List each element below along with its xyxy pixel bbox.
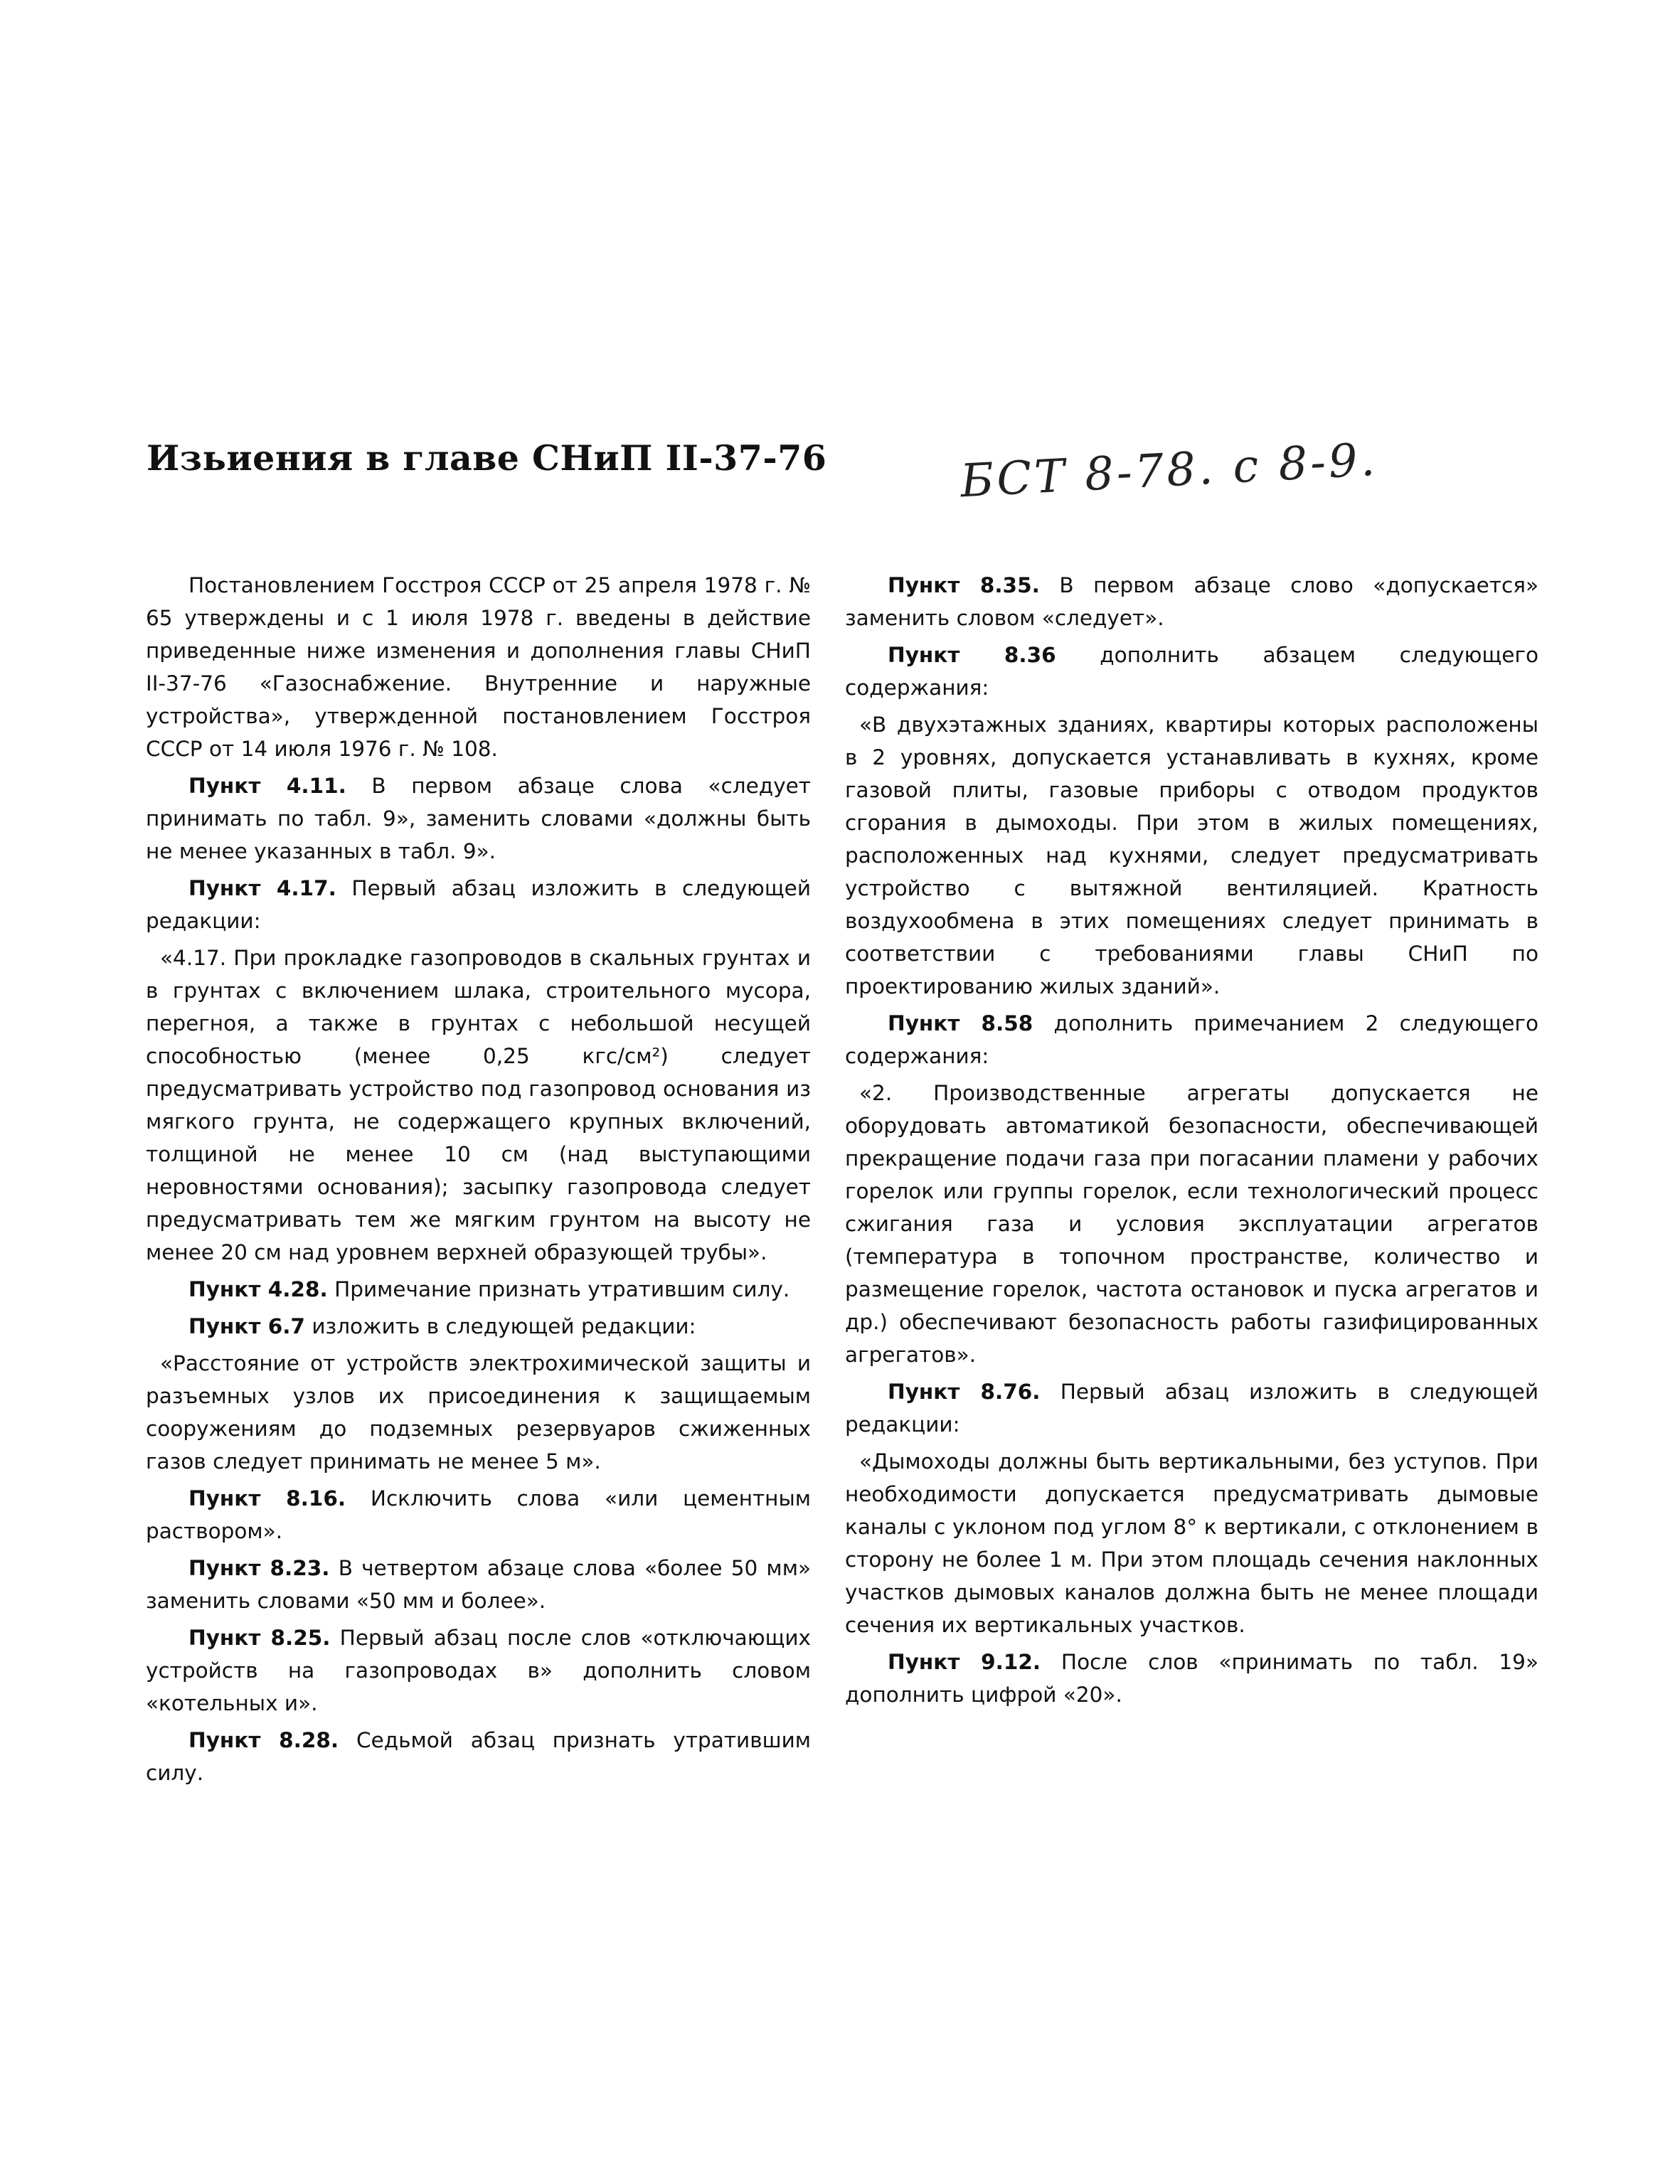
paragraph-text: «4.17. При прокладке газопроводов в скальных грунтах и в грунтах с включением шлака, строительного мусора, перегноя, а также в грунтах с небольшой несущей способностью (менее 0,25 кгс/см²) следует предусматривать устройство под газопровод основания из мягкого грунта, не содержащего крупных включений, толщиной не менее 10 см (над выступающими неровностями основания); засыпку газопровода следует предусматривать тем же мягким грунтом на высоту не менее 20 см над уровнем верхней образующей трубы». (146, 946, 811, 1264)
paragraph-text: Первый абзац изложить в следующей редакции: (146, 876, 811, 933)
clause-label: Пункт 9.12. (888, 1650, 1041, 1674)
paragraph-text: В четвертом абзаце слова «более 50 мм» заменить словами «50 мм и более». (146, 1556, 811, 1613)
paragraph (845, 1077, 1538, 1371)
paragraph-text: Первый абзац изложить в следующей редакции: (845, 1380, 1538, 1437)
paragraph (146, 1482, 811, 1548)
clause-label: Пункт 8.36 (888, 643, 1056, 667)
paragraph-text: Исключить слова «или цементным раствором». (146, 1486, 812, 1543)
clause-label: Пункт 6.7 (188, 1314, 305, 1338)
paragraph (146, 1621, 811, 1720)
clause-label: Пункт 8.23. (188, 1556, 330, 1580)
right-column (845, 569, 1538, 1715)
left-column (146, 569, 811, 1794)
paragraph-text: изложить в следующей редакции: (304, 1314, 696, 1338)
paragraph (845, 1445, 1538, 1641)
clause-label: Пункт 8.25. (188, 1626, 331, 1650)
paragraph (146, 569, 811, 765)
paragraph-text: «В двухэтажных зданиях, квартиры которых расположены в 2 уровнях, допускается устанавливать в кухнях, кроме газовой плиты, газовые приборы с отводом продуктов сгорания в дымоходы. При этом в жилых помещениях, расположенных над кухнями, следует предусматривать устройство с вытяжной вентиляцией. Кратность воздухообмена в этих помещениях следует принимать в соответствии с требованиями главы СНиП по проектированию жилых зданий». (845, 713, 1538, 998)
paragraph (845, 1646, 1538, 1711)
paragraph-text: Первый абзац после слов «отключающих устройств на газопроводах в» дополнить словом «котельных и». (146, 1626, 811, 1715)
clause-label: Пункт 4.17. (188, 876, 336, 900)
paragraph-text: Примечание признать утратившим силу. (327, 1277, 790, 1301)
paragraph-text: «Расстояние от устройств электрохимической защиты и разъемных узлов их присоединения к защищаемым сооружениям до подземных резервуаров сжиженных газов следует принимать не менее 5 м». (146, 1351, 811, 1474)
paragraph (845, 1375, 1538, 1441)
paragraph (146, 1724, 811, 1789)
clause-label: Пункт 8.76. (888, 1380, 1041, 1404)
paragraph-text: «2. Производственные агрегаты допускается не оборудовать автоматикой безопасности, обеспечивающей прекращение подачи газа при погасании пламени у рабочих горелок или группы горелок, если технологический процесс сжигания газа и условия эксплуатации агрегатов (температура в топочном пространстве, количество и размещение горелок, частота остановок и пуска агрегатов и др.) обеспечивают безопасность работы газифицированных агрегатов». (845, 1081, 1538, 1367)
paragraph-text: дополнить примечанием 2 следующего содержания: (845, 1011, 1538, 1068)
page-title: Изьиения в главе СНиП II-37-76 (147, 437, 827, 479)
paragraph (146, 1552, 811, 1617)
paragraph (845, 569, 1538, 634)
clause-label: Пункт 8.28. (188, 1728, 339, 1752)
clause-label: Пункт 8.58 (888, 1011, 1033, 1035)
paragraph (146, 872, 811, 937)
paragraph (146, 942, 811, 1269)
paragraph (845, 1007, 1538, 1072)
paragraph (146, 1347, 811, 1478)
clause-label: Пункт 4.28. (188, 1277, 328, 1301)
clause-label: Пункт 4.11. (188, 774, 346, 798)
paragraph-text: В первом абзаце слова «следует принимать по табл. 9», заменить словами «должны быть не менее указанных в табл. 9». (146, 774, 811, 863)
paragraph-text: Седьмой абзац признать утратившим силу. (146, 1728, 811, 1785)
paragraph-text: «Дымоходы должны быть вертикальными, без уступов. При необходимости допускается предусматривать дымовые каналы с уклоном под углом 8° к вертикали, с отклонением в сторону не более 1 м. При этом площадь сечения наклонных участков дымовых каналов должна быть не менее площади сечения их вертикальных участков. (845, 1449, 1538, 1637)
paragraph (146, 1310, 811, 1343)
paragraph (146, 1273, 811, 1306)
paragraph-text: Постановлением Госстроя СССР от 25 апреля 1978 г. № 65 утверждены и с 1 июля 1978 г. введены в действие приведенные ниже изменения и дополнения главы СНиП II-37-76 «Газоснабжение. Внутренние и наружные устройства», утвержденной постановлением Госстроя СССР от 14 июля 1976 г. № 108. (146, 573, 811, 761)
paragraph (845, 708, 1538, 1003)
clause-label: Пункт 8.16. (188, 1486, 346, 1511)
paragraph (845, 639, 1538, 704)
paragraph-text: В первом абзаце слово «допускается» заменить словом «следует». (845, 573, 1539, 630)
clause-label: Пункт 8.35. (888, 573, 1040, 597)
paragraph-text: После слов «принимать по табл. 19» дополнить цифрой «20». (845, 1650, 1538, 1707)
paragraph (146, 769, 811, 868)
paragraph-text: дополнить абзацем следующего содержания: (845, 643, 1538, 700)
handwritten-note: БСТ 8-78. с 8-9. (959, 433, 1379, 508)
